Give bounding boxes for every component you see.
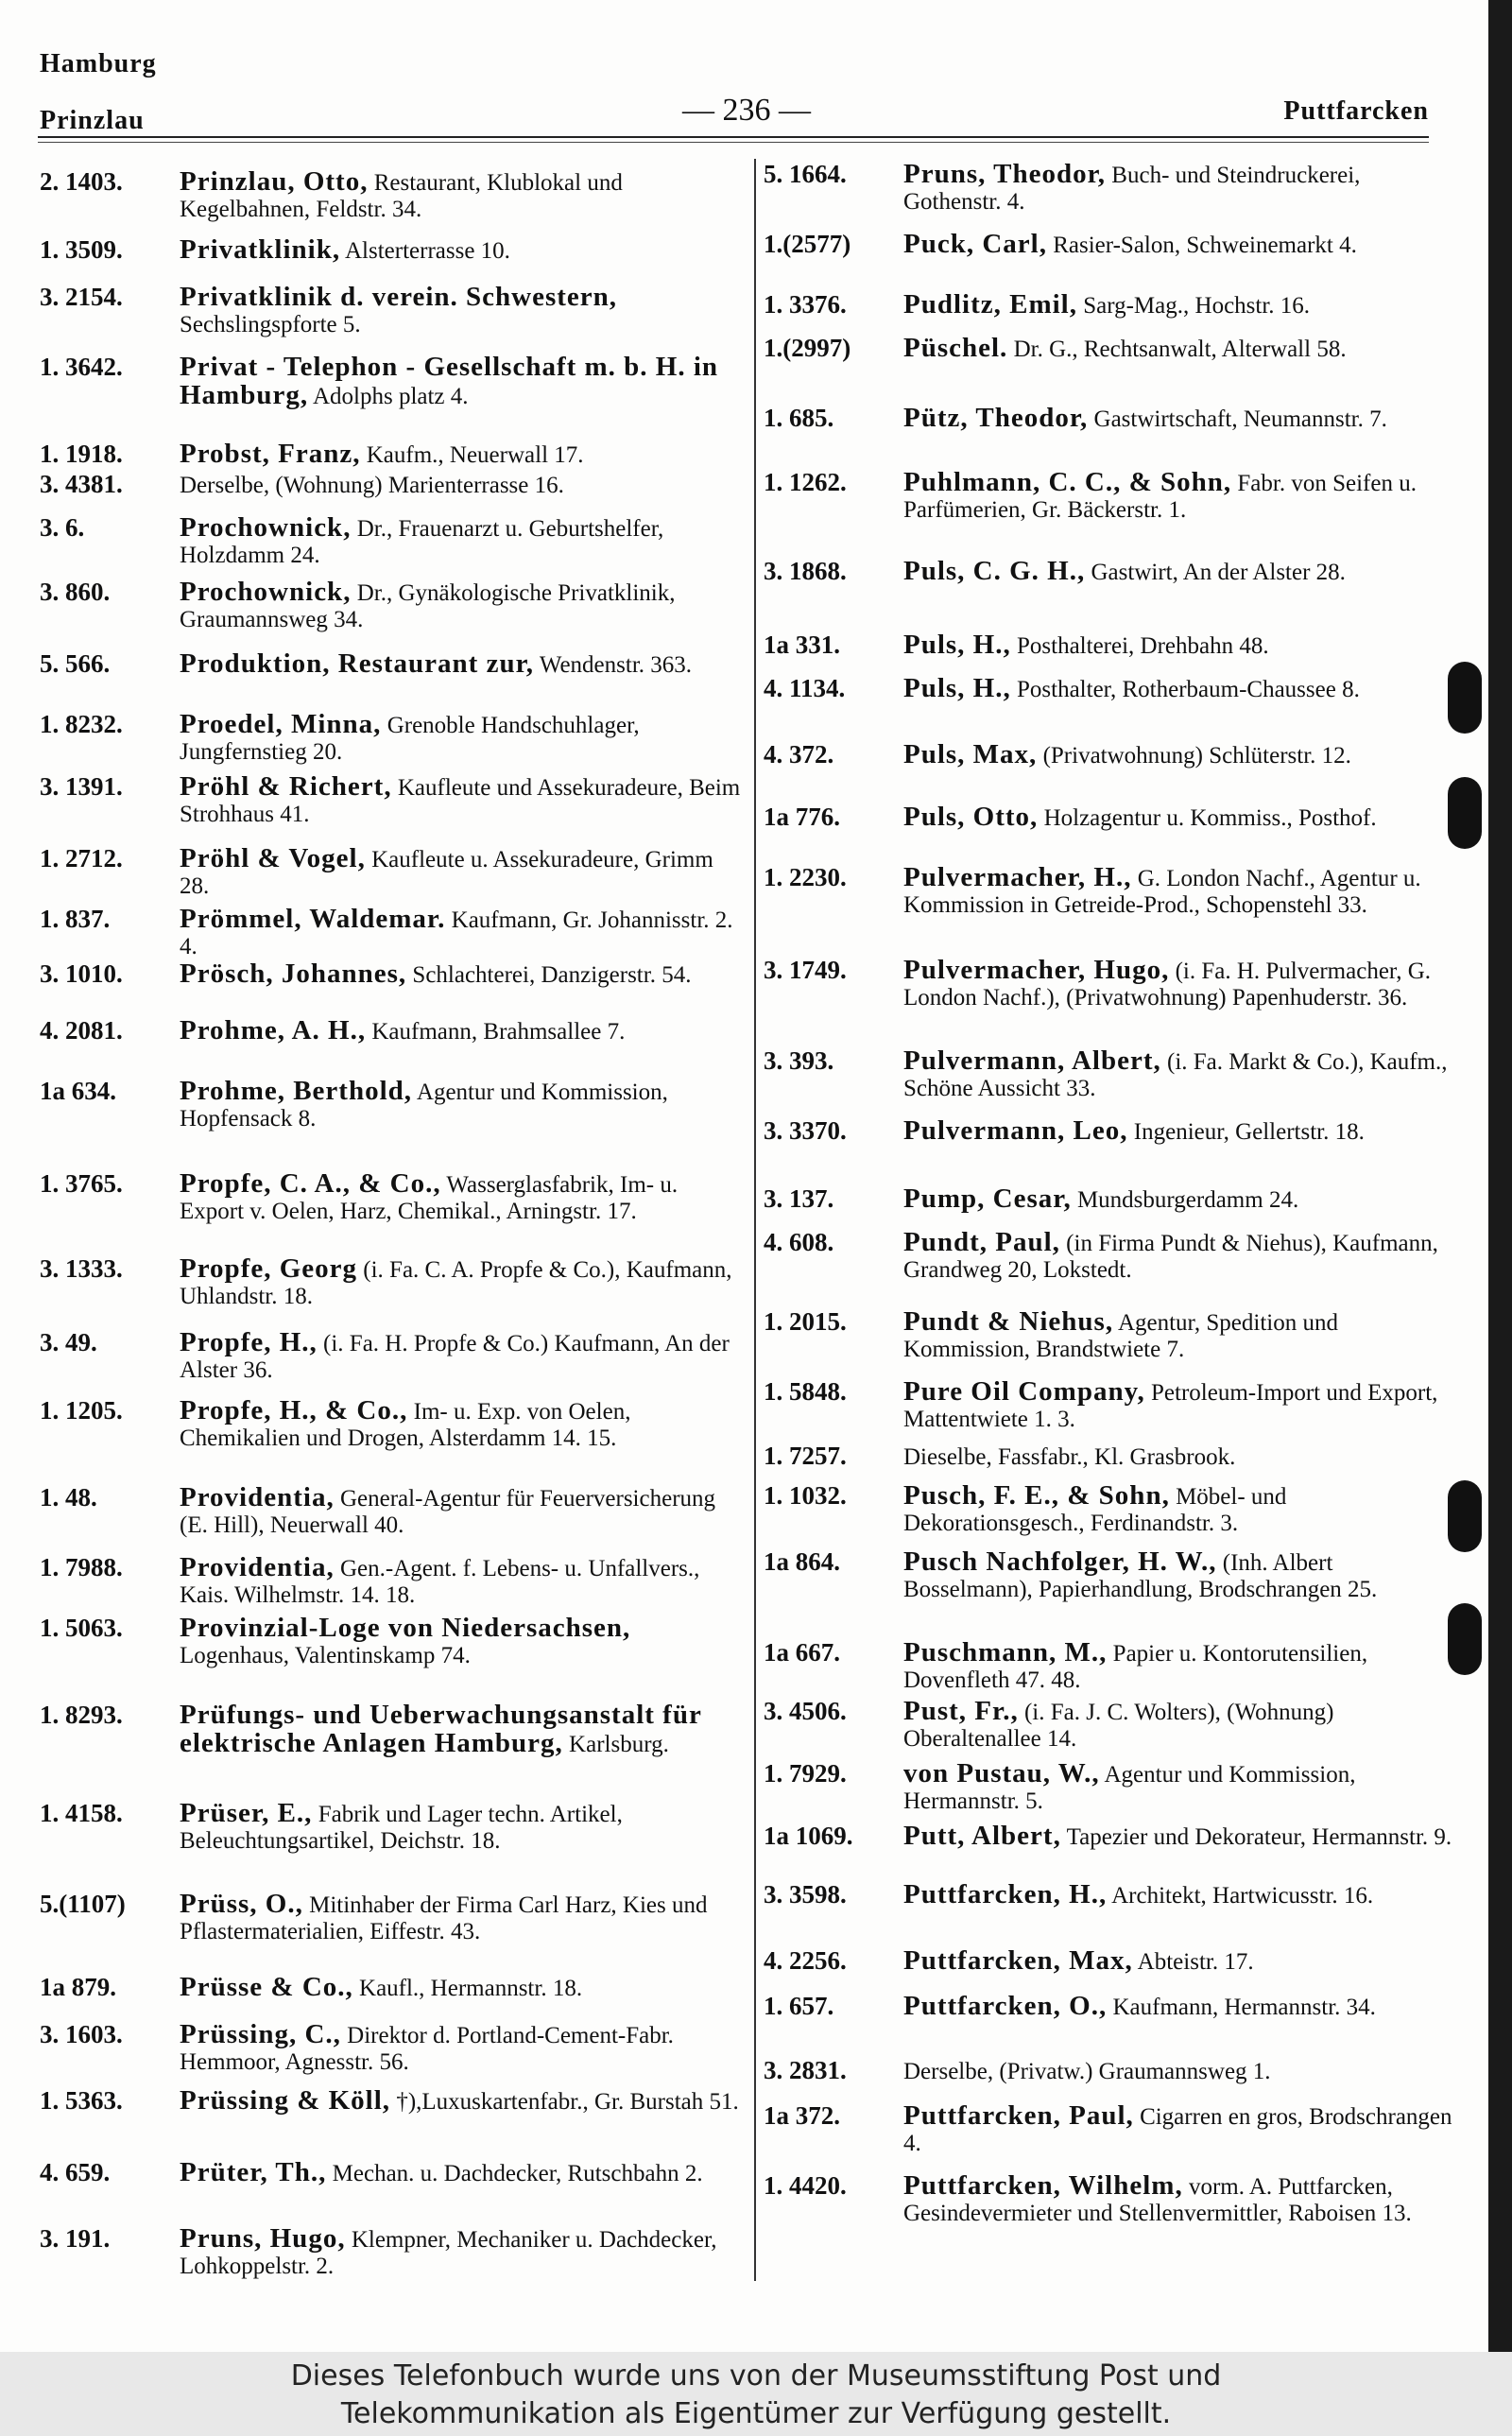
entry-details: Fabrik und Lager techn. Artikel, Beleuchtungsartikel, Deichstr. 18. [180,1802,623,1854]
entry-name: Proedel, Minna, [180,709,382,739]
entry-details: Kaufmann, Gr. Johannisstr. 2. 4. [180,907,733,959]
phone-number: 4. 2081. [40,1016,123,1045]
header-city: Hamburg [40,49,157,78]
directory-entry [40,650,741,679]
directory-entry [764,957,1463,1011]
entry-details: Cigarren en gros, Brodschrangen 4. [903,2104,1452,2156]
entry-name: Prömmel, Waldemar. [180,904,446,934]
entry-details: †),Luxuskartenfabr., Gr. Burstah 51. [396,2089,739,2115]
phone-number: 1. 8293. [40,1701,123,1729]
footer-notice [0,2352,1512,2436]
phone-number: 1. 3509. [40,235,123,264]
phone-number: 1. 1032. [764,1481,847,1510]
entry-details: Agentur und Kommission, Hermannstr. 5. [903,1762,1356,1814]
entry-name: Puttfarcken, Max, [903,1945,1133,1976]
phone-number: 1a 372. [764,2101,840,2130]
phone-number: 1. 5063. [40,1614,123,1642]
entry-name: Pulvermacher, H., [903,862,1132,892]
phone-number: 3. 3598. [764,1880,847,1909]
phone-number: 1a 667. [764,1638,840,1667]
entry-name: Privatklinik d. verein. Schwestern, [180,282,618,312]
phone-number: 1. 837. [40,905,111,933]
entry-details: Mitinhaber der Firma Carl Harz, Kies und Pflastermaterialien, Eiffestr. 43. [180,1892,708,1944]
directory-entry [764,1482,1463,1537]
punch-hole [1448,662,1482,734]
directory-entry [40,168,741,223]
directory-entry [40,1017,741,1045]
phone-number: 3. 2831. [764,2056,847,2084]
entry-name: Puttfarcken, O., [903,1991,1108,2021]
directory-entry [40,471,741,499]
directory-entry [764,675,1463,703]
entry-name: Puls, H., [903,630,1011,660]
entry-details: Sechslingspforte 5. [180,312,361,337]
directory-entry [764,2102,1463,2157]
entry-name: Prohme, A. H., [180,1015,367,1045]
entry-details: Tapezier und Dekorateur, Hermannstr. 9. [1066,1824,1452,1850]
entry-details: Papier u. Kontorutensilien, Dovenfleth 47. 48. [903,1641,1368,1693]
entry-details: Logenhaus, Valentinskamp 74. [180,1643,471,1668]
directory-entry [764,803,1463,832]
phone-number: 1. 8232. [40,710,123,738]
entry-details: Kaufleute u. Assekuradeure, Grimm 28. [180,847,713,899]
entry-details: Buch- und Steindruckerei, Gothenstr. 4. [903,163,1361,215]
directory-entry [764,1639,1463,1694]
entry-details: Fabr. von Seifen u. Parfümerien, Gr. Bäckerstr. 1. [903,471,1417,523]
entry-details: Posthalter, Rotherbaum-Chaussee 8. [1017,677,1360,702]
entry-details: Direktor d. Portland-Cement-Fabr. Hemmoor, Agnesstr. 56. [180,2023,674,2075]
directory-entry [40,1974,741,2002]
entry-details: Petroleum-Import und Export, Mattentwiete 1. 3. [903,1380,1438,1432]
phone-number: 4. 659. [40,2158,111,2186]
directory-entry [764,1947,1463,1976]
entry-name: Prüsse & Co., [180,1972,353,2002]
phone-number: 1. 1918. [40,440,123,468]
directory-entry [40,1255,741,1310]
directory-entry [764,558,1463,586]
footer-line-1: Dieses Telefonbuch wurde uns von der Museumsstiftung Post und [290,2359,1222,2393]
directory-entry [40,960,741,989]
entry-name: Pruns, Theodor, [903,159,1107,189]
phone-number: 1. 2230. [764,863,847,891]
entry-name: Pulvermacher, Hugo, [903,955,1170,985]
entry-details: (Privatwohnung) Schlüterstr. 12. [1042,743,1351,769]
entry-details: Im- u. Exp. von Oelen, Chemikalien und Drogen, Alsterdamm 14. 15. [180,1399,631,1451]
entry-name: Propfe, C. A., & Co., [180,1168,441,1199]
entry-name: Puttfarcken, H., [903,1879,1108,1909]
directory-entry [40,2021,741,2076]
phone-number: 3. 1010. [40,959,123,988]
entry-details: Grenoble Handschuhlager, Jungfernstieg 20. [180,713,640,765]
entry-details: Abteistr. 17. [1137,1949,1254,1975]
directory-entry [40,2225,741,2280]
phone-number: 1. 4158. [40,1799,123,1827]
phone-number: 1. 7257. [764,1442,847,1470]
directory-entry [40,1891,741,1945]
directory-entry [40,906,741,960]
phone-number: 2. 1403. [40,167,123,196]
directory-entry [764,1308,1463,1363]
directory-entry [40,1615,741,1669]
directory-entry [40,1554,741,1609]
entry-name: Propfe, H., [180,1327,318,1357]
directory-entry [40,845,741,900]
page-number: — 236 — [682,93,811,128]
phone-number: 1. 3642. [40,353,123,381]
directory-entry [764,1823,1463,1851]
directory-entry [764,1548,1463,1603]
entry-details: Dr. G., Rechtsanwalt, Alterwall 58. [1013,337,1347,362]
entry-details: Alsterterrasse 10. [344,238,510,264]
entry-name: Pulvermann, Albert, [903,1045,1161,1076]
phone-number: 3. 191. [40,2224,111,2253]
phone-number: 4. 608. [764,1228,834,1256]
entry-name: Puls, H., [903,673,1011,703]
entry-name: Pusch Nachfolger, H. W., [903,1546,1217,1577]
entry-name: Prüss, O., [180,1889,303,1919]
directory-entry [40,514,741,569]
phone-number: 3. 1391. [40,772,123,801]
directory-entry [40,1078,741,1132]
directory-entry [764,1760,1463,1815]
phone-number: 4. 2256. [764,1946,847,1975]
entry-details: Kaufmann, Brahmsallee 7. [371,1019,626,1045]
phone-number: 3. 1603. [40,2020,123,2048]
punch-hole [1448,1480,1482,1552]
phone-number: 1a 634. [40,1077,116,1105]
phone-number: 5. 566. [40,649,111,678]
punch-hole [1448,777,1482,849]
entry-details: Sarg-Mag., Hochstr. 16. [1083,293,1311,319]
entry-details: (Inh. Albert Bosselmann), Papierhandlung, Brodschrangen 25. [903,1550,1378,1602]
directory-entry [764,1698,1463,1753]
phone-number: 1a 879. [40,1973,116,2001]
phone-number: 1a 776. [764,803,840,831]
directory-entry [764,1881,1463,1909]
phone-number: 1. 3376. [764,290,847,319]
directory-entry [764,2172,1463,2227]
entry-details: Rasier-Salon, Schweinemarkt 4. [1053,233,1357,258]
directory-entry [764,1047,1463,1102]
phone-number: 1.(2997) [764,334,851,362]
phone-number: 1a 331. [764,631,840,659]
phone-number: 1. 5848. [764,1377,847,1406]
entry-details: Architekt, Hartwicusstr. 16. [1111,1883,1374,1909]
entry-name: Providentia, [180,1552,335,1582]
phone-number: 3. 2154. [40,283,123,311]
phone-number: 3. 1333. [40,1254,123,1283]
entry-name: Prüssing & Köll, [180,2085,391,2116]
entry-details: Möbel- und Dekorationsgesch., Ferdinandstr. 3. [903,1484,1287,1536]
directory-entry [40,773,741,828]
phone-number: 3. 860. [40,578,111,606]
directory-entry [40,711,741,766]
phone-number: 1. 5363. [40,2086,123,2115]
entry-details: Kaufmann, Hermannstr. 34. [1112,1995,1376,2020]
entry-details: Dr., Frauenarzt u. Geburtshelfer, Holzdamm 24. [180,516,664,568]
phone-number: 3. 49. [40,1328,97,1356]
entry-name: Prochownick, [180,577,352,607]
directory-entry [40,284,741,338]
entry-details: Dieselbe, Fassfabr., Kl. Grasbrook. [903,1444,1236,1470]
entry-name: Privat - Telephon - Gesellschaft m. b. H. in Hamburg, [180,352,719,410]
entry-name: Pudlitz, Emil, [903,289,1077,320]
entry-details: Kaufm., Neuerwall 17. [366,442,584,468]
phone-number: 4. 1134. [764,674,846,702]
phone-number: 3. 6. [40,513,85,542]
entry-name: Prüser, E., [180,1798,313,1828]
header-rule [38,136,1429,138]
entry-name: Prochownick, [180,512,352,543]
entry-details: (i. Fa. H. Pulvermacher, G. London Nachf.), (Privatwohnung) Papenhuderstr. 36. [903,959,1432,1011]
directory-entry [764,291,1463,320]
entry-details: Karlsburg. [569,1732,669,1757]
directory-entry [764,2057,1463,2085]
entry-details: Holzagentur u. Kommiss., Posthof. [1043,805,1377,831]
directory-entry [764,335,1463,363]
entry-details: Wendenstr. 363. [539,652,693,678]
entry-name: Pundt & Niehus, [903,1306,1114,1337]
entry-name: Prüssing, C., [180,2019,341,2049]
entry-name: Pundt, Paul, [903,1227,1060,1257]
phone-number: 3. 4381. [40,470,123,498]
entry-details: Agentur, Spedition und Kommission, Brandstwiete 7. [903,1310,1338,1362]
directory-entry [40,1329,741,1384]
entry-details: (in Firma Pundt & Niehus), Kaufmann, Grandweg 20, Lokstedt. [903,1231,1438,1283]
directory-entry [40,1397,741,1452]
directory-entry [764,631,1463,660]
entry-name: Puck, Carl, [903,229,1047,259]
phone-number: 3. 3370. [764,1116,847,1145]
entry-name: Puls, Max, [903,739,1038,769]
directory-entry [40,354,741,410]
entry-name: Pütz, Theodor, [903,403,1089,433]
directory-entry [764,1378,1463,1433]
directory-entry [764,1229,1463,1284]
directory-entry [40,579,741,633]
footer-line-2: Telekommunikation als Eigentümer zur Verfügung gestellt. [340,2397,1172,2430]
phone-number: 1. 7988. [40,1553,123,1581]
directory-entry [764,1993,1463,2021]
directory-entry [40,441,741,469]
phone-number: 1a 1069. [764,1822,853,1850]
entry-details: (i. Fa. H. Propfe & Co.) Kaufmann, An der Alster 36. [180,1331,730,1383]
punch-hole [1448,1603,1482,1675]
directory-entry [764,405,1463,433]
entry-name: Prüfungs- und Ueberwachungsanstalt für elektrische Anlagen Hamburg, [180,1700,702,1758]
entry-name: Puhlmann, C. C., & Sohn, [903,467,1232,497]
entry-name: Pump, Cesar, [903,1183,1072,1214]
phone-number: 3. 393. [764,1046,834,1075]
entry-name: Privatklinik, [180,234,341,265]
directory-entry [40,236,741,265]
directory-entry [40,1484,741,1539]
directory-entry [40,2159,741,2187]
entry-name: Püschel. [903,333,1008,363]
directory-entry [40,1702,741,1758]
header-last-entry: Puttfarcken [1283,96,1429,126]
phone-number: 1a 864. [764,1547,840,1576]
entry-details: Derselbe, (Privatw.) Graumannsweg 1. [903,2059,1271,2084]
phone-number: 1. 7929. [764,1759,847,1788]
entry-name: Puschmann, M., [903,1637,1108,1667]
entry-name: Providentia, [180,1482,335,1512]
phone-number: 1. 2712. [40,844,123,872]
entry-details: Adolphs platz 4. [312,384,469,409]
directory-entry [40,1170,741,1225]
entry-details: Kaufleute und Assekuradeure, Beim Strohhaus 41. [180,775,741,827]
entry-details: Klempner, Mechaniker u. Dachdecker, Lohkoppelstr. 2. [180,2227,717,2279]
entry-details: Kaufl., Hermannstr. 18. [359,1976,583,2001]
entry-details: General-Agentur für Feuerversicherung (E. Hill), Neuerwall 40. [180,1486,716,1538]
phone-number: 1. 3765. [40,1169,123,1198]
phone-number: 3. 137. [764,1184,834,1213]
entry-details: Mundsburgerdamm 24. [1076,1187,1299,1213]
directory-entry [40,2087,741,2116]
entry-details: Posthalterei, Drehbahn 48. [1017,633,1269,659]
entry-details: Agentur und Kommission, Hopfensack 8. [180,1080,668,1132]
entry-name: Pusch, F. E., & Sohn, [903,1480,1170,1511]
entry-name: Prinzlau, Otto, [180,166,369,197]
phone-number: 1. 685. [764,404,834,432]
phone-number: 5.(1107) [40,1890,126,1918]
entry-name: Probst, Franz, [180,439,361,469]
entry-name: Pröhl & Vogel, [180,843,366,873]
entry-details: Mechan. u. Dachdecker, Rutschbahn 2. [332,2161,703,2186]
column-divider [754,159,756,2281]
header-first-entry: Prinzlau [40,106,145,135]
entry-name: Pure Oil Company, [903,1376,1145,1407]
entry-details: Ingenieur, Gellertstr. 18. [1133,1119,1365,1145]
entry-name: Pust, Fr., [903,1696,1019,1726]
entry-details: vorm. A. Puttfarcken, Gesindevermieter und Stellenvermittler, Raboisen 13. [903,2174,1412,2226]
phone-number: 1. 1205. [40,1396,123,1425]
directory-entry [764,469,1463,524]
directory-entry [40,1800,741,1855]
entry-name: Puls, C. G. H., [903,556,1086,586]
entry-details: Derselbe, (Wohnung) Marienterrasse 16. [180,473,564,498]
header-rule-thin [38,142,1429,143]
entry-details: Dr., Gynäkologische Privatklinik, Graumannsweg 34. [180,580,676,632]
entry-details: Gastwirt, An der Alster 28. [1091,560,1346,585]
entry-details: (i. Fa. C. A. Propfe & Co.), Kaufmann, Uhlandstr. 18. [180,1257,732,1309]
directory-entry [764,231,1463,259]
entry-name: von Pustau, W., [903,1758,1100,1788]
entry-name: Produktion, Restaurant zur, [180,648,535,679]
phone-number: 1. 1262. [764,468,847,496]
entry-details: Gastwirtschaft, Neumannstr. 7. [1093,406,1387,432]
phone-number: 1. 4420. [764,2171,847,2200]
phone-number: 1. 2015. [764,1307,847,1336]
entry-details: Schlachterei, Danzigerstr. 54. [412,962,692,988]
directory-entry [764,741,1463,769]
entry-details: (i. Fa. J. C. Wolters), (Wohnung) Oberaltenallee 14. [903,1700,1334,1752]
entry-name: Puttfarcken, Paul, [903,2100,1134,2131]
directory-entry [764,1117,1463,1146]
phone-number: 3. 1749. [764,956,847,984]
directory-entry [764,161,1463,216]
entry-name: Putt, Albert, [903,1821,1061,1851]
phone-number: 1. 48. [40,1483,97,1512]
entry-name: Propfe, H., & Co., [180,1395,408,1425]
entry-name: Propfe, Georg [180,1253,358,1284]
phone-number: 1. 657. [764,1992,834,2020]
entry-name: Prösch, Johannes, [180,959,407,989]
phone-number: 5. 1664. [764,160,847,188]
phone-number: 1.(2577) [764,230,851,258]
directory-entry [764,1185,1463,1214]
directory-entry [764,1443,1463,1471]
page-spine-edge [1488,0,1512,2436]
entry-name: Pruns, Hugo, [180,2223,346,2254]
entry-name: Pulvermann, Leo, [903,1115,1128,1146]
entry-name: Prüter, Th., [180,2157,327,2187]
entry-details: (i. Fa. Markt & Co.), Kaufm., Schöne Aussicht 33. [903,1049,1448,1101]
entry-details: Wasserglasfabrik, Im- u. Export v. Oelen, Harz, Chemikal., Arningstr. 17. [180,1172,679,1224]
entry-name: Prohme, Berthold, [180,1076,413,1106]
directory-entry [764,864,1463,919]
entry-name: Puls, Otto, [903,802,1039,832]
phone-number: 3. 1868. [764,557,847,585]
phone-number: 3. 4506. [764,1697,847,1725]
entry-details: Gen.-Agent. f. Lebens- u. Unfallvers., Kais. Wilhelmstr. 14. 18. [180,1556,700,1608]
entry-name: Provinzial-Loge von Niedersachsen, [180,1613,631,1643]
entry-name: Pröhl & Richert, [180,771,392,802]
entry-name: Puttfarcken, Wilhelm, [903,2170,1183,2201]
entry-details: G. London Nachf., Agentur u. Kommission in Getreide-Prod., Schopenstehl 33. [903,866,1421,918]
phone-number: 4. 372. [764,740,834,769]
entry-details: Restaurant, Klublokal und Kegelbahnen, Feldstr. 34. [180,170,623,222]
